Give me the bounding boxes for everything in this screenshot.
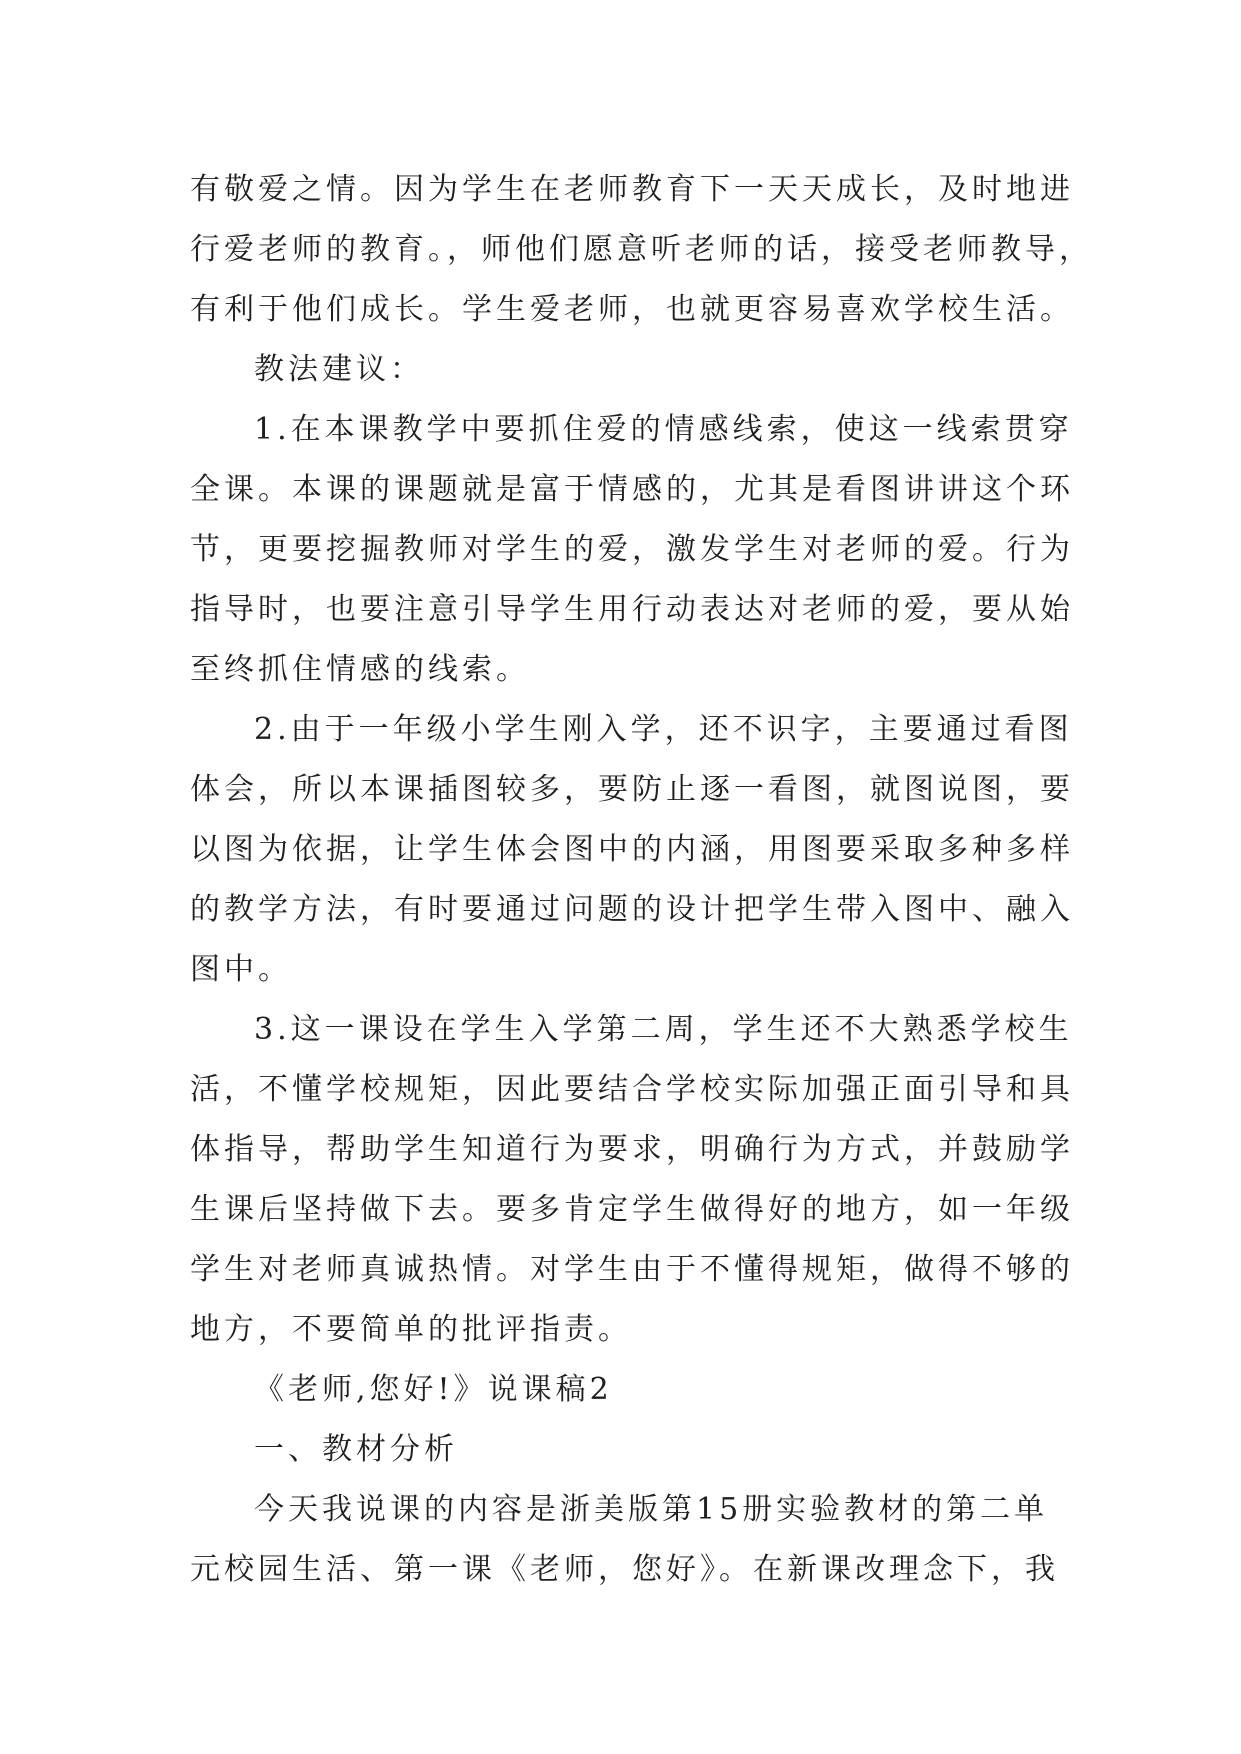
text-line: 的教学方法，有时要通过问题的设计把学生带入图中、融入 [190,892,1074,927]
text-line: 有利于他们成长。学生爱老师，也就更容易喜欢学校生活。 [190,292,1074,327]
document-title: 《老师,您好!》说课稿2 [254,1372,613,1407]
text-line: 至终抓住情感的线索。 [190,652,530,687]
text-line: 节，更要挖掘教师对学生的爱，激发学生对老师的爱。行为 [190,532,1074,567]
text-line: 3.这一课设在学生入学第二周，学生还不大熟悉学校生 [254,1012,1073,1047]
text-line: 生课后坚持做下去。要多肯定学生做得好的地方，如一年级 [190,1192,1074,1227]
text-line: 有敬爱之情。因为学生在老师教育下一天天成长，及时地进 [190,172,1074,207]
text-line: 学生对老师真诚热情。对学生由于不懂得规矩，做得不够的 [190,1252,1074,1287]
text-line: 行爱老师的教育。，师他们愿意听老师的话，接受老师教导， [190,232,1093,267]
text-line: 指导时，也要注意引导学生用行动表达对老师的爱，要从始 [190,592,1074,627]
section-heading-teaching-suggestions: 教法建议： [254,352,424,387]
text-line: 元校园生活、第一课《老师，您好》。在新课改理念下，我 [190,1552,1059,1587]
text-line: 活，不懂学校规矩，因此要结合学校实际加强正面引导和具 [190,1072,1074,1107]
text-line: 图中。 [190,952,292,987]
text-line: 1.在本课教学中要抓住爱的情感线索，使这一线索贯穿 [254,412,1073,447]
text-line: 全课。本课的课题就是富于情感的，尤其是看图讲讲这个环 [190,472,1074,507]
text-line: 2.由于一年级小学生刚入学，还不识字，主要通过看图 [254,712,1073,747]
text-line: 体会，所以本课插图较多，要防止逐一看图，就图说图，要 [190,772,1074,807]
text-line: 地方，不要简单的批评指责。 [190,1312,632,1347]
text-line: 以图为依据，让学生体会图中的内涵，用图要采取多种多样 [190,832,1074,867]
section-heading-material-analysis: 一、教材分析 [254,1432,458,1467]
text-line: 体指导，帮助学生知道行为要求，明确行为方式，并鼓励学 [190,1132,1074,1167]
text-line: 今天我说课的内容是浙美版第15册实验教材的第二单 [254,1492,1049,1527]
document-body [190,160,1093,1600]
